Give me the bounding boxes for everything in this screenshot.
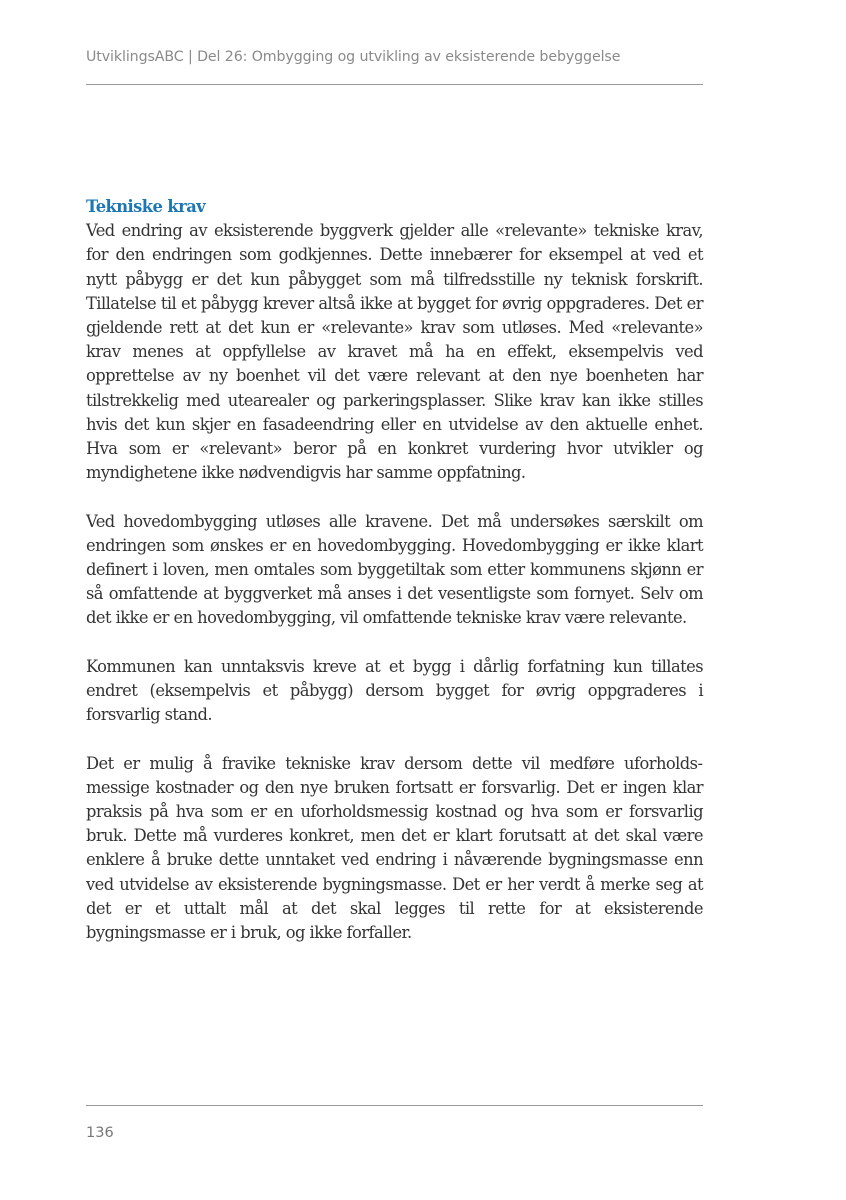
page-number: 136 bbox=[86, 1125, 114, 1141]
paragraph: Ved endring av eksisterende byggverk gjelder alle «relevante» tekniske krav, for den endringen som godkjennes. Dette innebærer for eksempel at ved et nytt påbygg er det kun påbygget som må tilfredsstille ny teknisk forskrift. Tillatelse til et påbygg krever altså ikke at bygget for øvrig oppgraderes. Det er gjeldende rett at det kun er «relevante» krav som utløses. Med «relevante» krav menes at oppfyllelse av kravet må ha en effekt, eksempelvis ved opprettelse av ny boenhet vil det være relevant at den nye boenheten har tilstrekkelig med utearealer og parkeringsplasser. Slike krav kan ikke stilles hvis det kun skjer en fasadeendring eller en utvidelse av den aktuelle enhet. Hva som er «relevant» beror på en konkret vurdering hvor utvikler og myndighetene ikke nødvendigvis har samme oppfatning. bbox=[86, 221, 703, 483]
section-heading: Tekniske krav bbox=[86, 197, 206, 216]
footer-divider bbox=[86, 1105, 703, 1106]
main-content bbox=[86, 195, 703, 969]
header-divider bbox=[86, 84, 703, 85]
running-header: UtviklingsABC | Del 26: Ombygging og utvikling av eksisterende bebyggelse bbox=[86, 49, 621, 65]
paragraph: Ved hovedombygging utløses alle kravene. Det må undersøkes særskilt om endringen som ønskes er en hovedombygging. Hovedombygging er ikke klart definert i loven, men omtales som byggetiltak som etter kommunens skjønn er så omfattende at byggverket må anses i det vesentligste som fornyet. Selv om det ikke er en hovedombygging, vil omfattende tekniske krav være relevante. bbox=[86, 511, 703, 628]
paragraph: Kommunen kan unntaksvis kreve at et bygg i dårlig forfatning kun tillates endret (eksempelvis et påbygg) dersom bygget for øvrig oppgraderes i forsvarlig stand. bbox=[86, 656, 703, 725]
paragraph: Det er mulig å fravike tekniske krav dersom dette vil medføre uforholdsmessige kostnader og den nye bruken fortsatt er forsvarlig. Det er ingen klar praksis på hva som er en uforholdsmessig kostnad og hva som er forsvarlig bruk. Dette må vurderes konkret, men det er klart forutsatt at det skal være enklere å bruke dette unntaket ved endring i nåværende bygningsmasse enn ved utvidelse av eksisterende bygningsmasse. Det er her verdt å merke seg at det er et uttalt mål at det skal legges til rette for at eksisterende bygningsmasse er i bruk, og ikke forfaller. bbox=[86, 753, 703, 943]
